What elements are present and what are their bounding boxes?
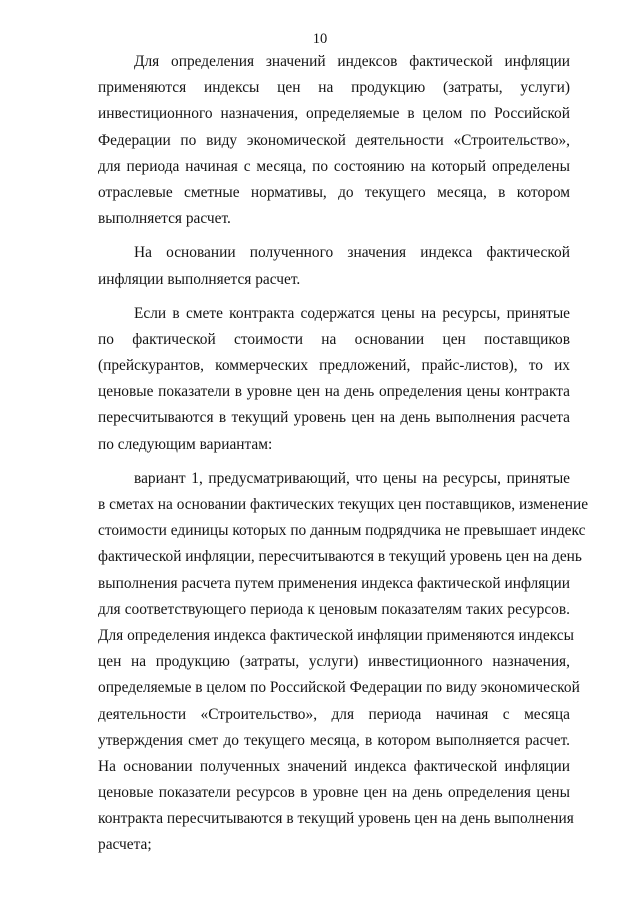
text-line: деятельности «Строительство», для периода начиная с месяца [98,705,570,723]
text-line: для соответствующего периода к ценовым показателям таких ресурсов. [98,600,570,618]
paragraph [98,466,589,859]
text-line: применяются индексы цен на продукцию (затраты, услуги) [98,79,570,97]
text-line: по следующим вариантам: [98,435,273,453]
text-line: На основании полученного значения индекса фактической [134,244,570,262]
text-line: ценовые показатели в уровне цен на день определения цены контракта [98,383,570,401]
text-line: определяемые в целом по Российской Федерации по виду экономической [98,679,580,697]
text-line: цен на продукцию (затраты, услуги) инвестиционного назначения, [98,653,570,671]
text-line: пересчитываются в текущий уровень цен на день выполнения расчета [98,409,570,427]
text-line: ценовые показатели ресурсов в уровне цен на день определения цены [98,784,570,802]
text-line: по фактической стоимости на основании цен поставщиков [98,330,570,348]
paragraph [98,240,570,292]
paragraph [98,301,570,458]
text-line: стоимости единицы которых по данным подрядчика не превышает индекс [98,522,586,540]
text-line: отраслевые сметные нормативы, до текущего месяца, в котором [98,183,570,201]
page-number: 10 [312,31,328,47]
text-line: Если в смете контракта содержатся цены на ресурсы, принятые [134,304,570,322]
text-line: выполнения расчета путем применения индекса фактической инфляции [98,574,570,592]
text-line: инвестиционного назначения, определяемые в целом по Российской [98,105,570,123]
text-line: расчета; [98,836,152,854]
text-line: (прейскурантов, коммерческих предложений, прайс-листов), то их [98,357,570,375]
document-body [98,49,589,859]
text-line: инфляции выполняется расчет. [98,270,301,288]
text-line: Для определения индекса фактической инфляции применяются индексы [98,626,574,644]
text-line: Федерации по виду экономической деятельности «Строительство», [98,131,570,149]
text-line: вариант 1, предусматривающий, что цены на ресурсы, принятые [134,469,570,487]
text-line: в сметах на основании фактических текущих цен поставщиков, изменение [98,496,589,513]
text-line: для периода начиная с месяца, по состоянию на который определены [98,157,570,175]
text-line: На основании полученных значений индекса фактической инфляции [98,757,570,775]
text-line: контракта пересчитываются в текущий уровень цен на день выполнения [98,810,574,828]
paragraph [98,49,570,232]
text-line: Для определения значений индексов фактической инфляции [134,53,570,70]
text-line: утверждения смет до текущего месяца, в котором выполняется расчет. [98,731,570,749]
text-line: выполняется расчет. [98,210,231,228]
text-line: фактической инфляции, пересчитываются в текущий уровень цен на день [98,548,582,566]
